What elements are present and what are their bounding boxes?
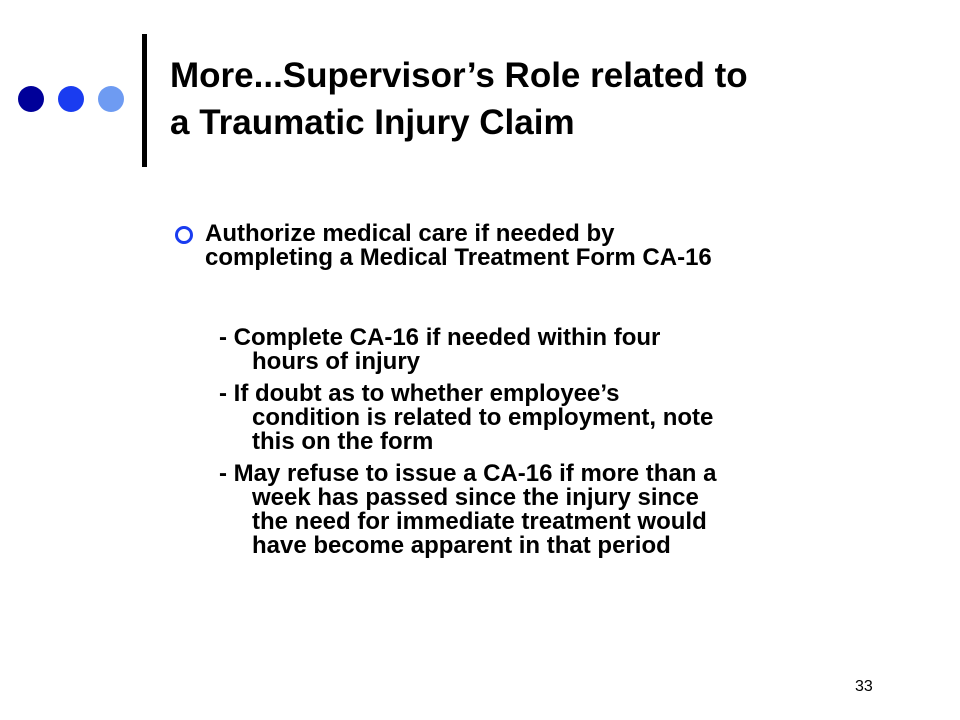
sub-line: this on the form — [252, 428, 434, 455]
blue-dot-icon — [58, 86, 84, 112]
sub-line: condition is related to employment, note — [252, 404, 714, 431]
page-number: 33 — [855, 678, 873, 695]
sub-item — [219, 382, 915, 454]
title-line: a Traumatic Injury Claim — [170, 103, 575, 142]
decorative-dots — [18, 86, 124, 112]
sub-line: - If doubt as to whether employee’s — [219, 380, 620, 407]
bullet-line: completing a Medical Treatment Form CA-16 — [205, 244, 712, 271]
sub-line: the need for immediate treatment would — [252, 508, 707, 535]
sub-line: - Complete CA-16 if needed within four — [219, 324, 661, 351]
sub-list — [175, 326, 915, 558]
sub-line: have become apparent in that period — [252, 532, 671, 559]
bullet-item — [175, 222, 915, 270]
title-line: More...Supervisor’s Role related to — [170, 56, 748, 95]
sub-line: hours of injury — [252, 348, 420, 375]
ring-bullet-icon — [175, 226, 193, 244]
title-divider-line — [142, 34, 147, 167]
sub-item — [219, 326, 915, 374]
slide-content — [175, 222, 915, 566]
sub-item — [219, 462, 915, 558]
sub-line: - May refuse to issue a CA-16 if more than a — [219, 460, 717, 487]
bullet-text — [205, 222, 915, 270]
bullet-line: Authorize medical care if needed by — [205, 220, 615, 247]
dark-blue-dot-icon — [18, 86, 44, 112]
slide-title — [170, 52, 930, 146]
sub-line: week has passed since the injury since — [252, 484, 699, 511]
light-blue-dot-icon — [98, 86, 124, 112]
